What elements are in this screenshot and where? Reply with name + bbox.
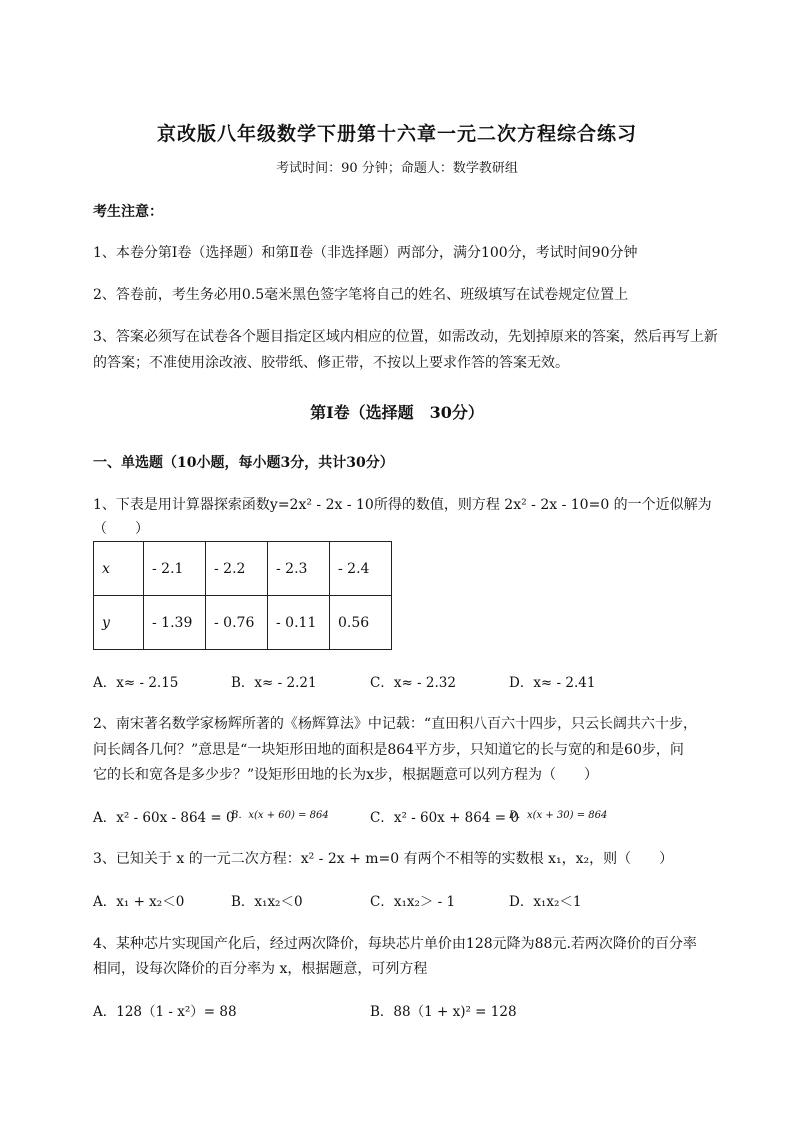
notice-item-1: 1、本卷分第Ⅰ卷（选择题）和第Ⅱ卷（非选择题）两部分，满分100分，考试时间90分钟 — [93, 245, 638, 261]
notice-item-3: 3、答案必须写在试卷各个题目指定区域内相应的位置，如需改动，先划掉原来的答案，然后再写上新 — [93, 329, 718, 345]
q1-answer-paren: （ ） — [93, 521, 149, 537]
q3-option-b: B．x₁x₂＜0 — [231, 894, 303, 910]
q1-value-table — [93, 541, 392, 650]
table-row — [94, 596, 392, 650]
q2-option-b: B．x(x + 60) = 864 — [231, 810, 329, 821]
table-cell: - 2.2 — [206, 542, 268, 596]
table-cell: - 2.4 — [330, 542, 392, 596]
table-row — [94, 542, 392, 596]
q4-option-b: B．88（1 + x)² = 128 — [370, 1004, 517, 1020]
q1-stem: 1、下表是用计算器探索函数y=2x² - 2x - 10所得的数值，则方程 2x² - 2x - 10=0 的一个近似解为 — [93, 497, 712, 513]
table-cell: - 0.11 — [268, 596, 330, 650]
section-title: 第Ⅰ卷（选择题 30分） — [310, 403, 484, 422]
table-cell: - 2.3 — [268, 542, 330, 596]
notice-item-2: 2、答卷前，考生务必用0.5毫米黑色签字笔将自己的姓名、班级填写在试卷规定位置上 — [93, 287, 629, 303]
page-title: 京改版八年级数学下册第十六章一元二次方程综合练习 — [156, 123, 637, 145]
table-cell: x — [94, 542, 144, 596]
notice-heading: 考生注意： — [93, 204, 163, 220]
table-cell: - 2.1 — [144, 542, 206, 596]
exam-subtitle: 考试时间：90 分钟；命题人：数学教研组 — [276, 161, 518, 176]
q2-option-c: C．x² - 60x + 864 = 0 — [370, 810, 519, 826]
table-cell: 0.56 — [330, 596, 392, 650]
q2-option-d: D．x(x + 30) = 864 — [509, 810, 608, 821]
q1-option-b: B．x≈ - 2.21 — [231, 675, 317, 691]
table-cell: y — [94, 596, 144, 650]
q3-option-d: D．x₁x₂＜1 — [509, 894, 582, 910]
q4-line-2: 相同，设每次降价的百分率为 x，根据题意，可列方程 — [93, 961, 428, 977]
table-cell: - 1.39 — [144, 596, 206, 650]
q3-option-a: A．x₁ + x₂＜0 — [93, 894, 185, 910]
part-heading: 一、单选题（10小题，每小题3分，共计30分） — [93, 455, 394, 471]
q2-line-1: 2、南宋著名数学家杨辉所著的《杨辉算法》中记载：“直田积八百六十四步，只云长阔共六十步， — [93, 716, 698, 732]
q3-stem: 3、已知关于 x 的一元二次方程：x² - 2x + m=0 有两个不相等的实数根 x₁，x₂，则（ ） — [93, 851, 674, 867]
q2-line-2: 问长阔各几何？”意思是“一块矩形田地的面积是864平方步，只知道它的长与宽的和是60步，问 — [93, 742, 684, 758]
q2-option-a: A．x² - 60x - 864 = 0 — [93, 810, 235, 826]
q1-option-c: C．x≈ - 2.32 — [370, 675, 456, 691]
table-cell: - 0.76 — [206, 596, 268, 650]
q4-line-1: 4、某种芯片实现国产化后，经过两次降价，每块芯片单价由128元降为88元.若两次降价的百分率 — [93, 936, 697, 952]
notice-item-3-cont: 的答案；不准使用涂改液、胶带纸、修正带，不按以上要求作答的答案无效。 — [93, 355, 569, 371]
q3-option-c: C．x₁x₂＞ - 1 — [370, 894, 456, 910]
q4-option-a: A．128（1 - x²）= 88 — [93, 1004, 237, 1020]
q1-option-d: D．x≈ - 2.41 — [509, 675, 596, 691]
q1-option-a: A．x≈ - 2.15 — [93, 675, 179, 691]
q2-line-3: 它的长和宽各是多少步？”设矩形田地的长为x步，根据题意可以列方程为（ ） — [93, 767, 599, 783]
